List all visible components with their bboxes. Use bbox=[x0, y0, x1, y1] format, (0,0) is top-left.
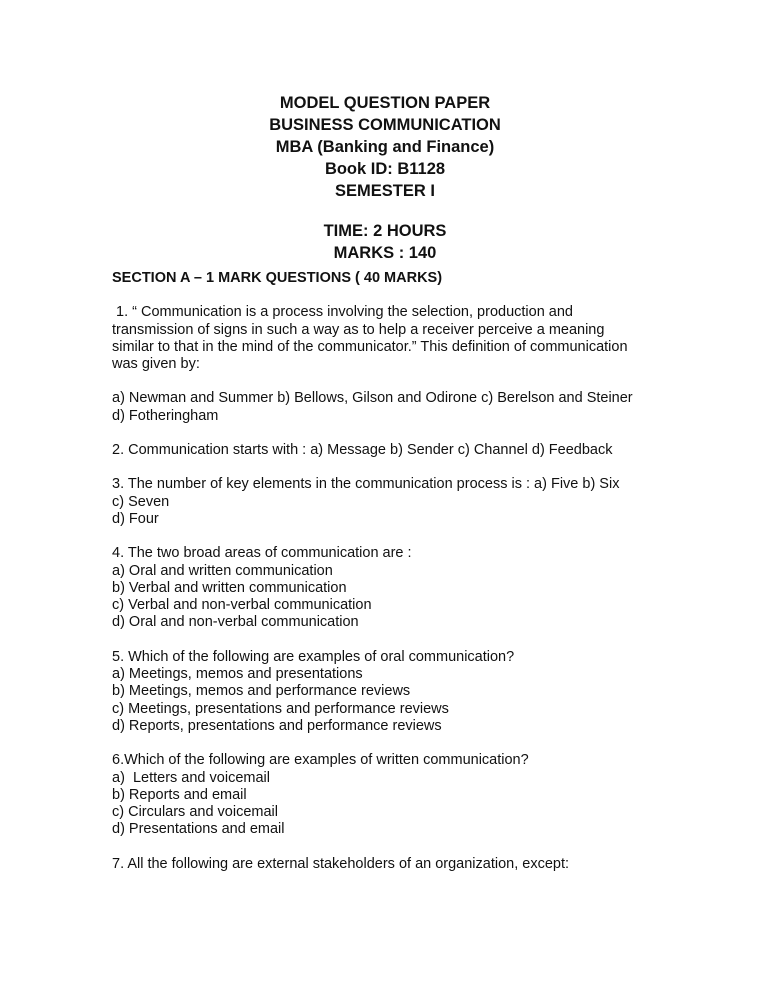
question-line: 4. The two broad areas of communication are : bbox=[112, 545, 412, 562]
question-line: similar to that in the mind of the communicator.” This definition of communication bbox=[112, 338, 628, 355]
option-line: a) Newman and Summer b) Bellows, Gilson and Odirone c) Berelson and Steiner bbox=[112, 390, 633, 407]
question-line: 6.Which of the following are examples of written communication? bbox=[112, 752, 529, 769]
header-marks: MARKS : 140 bbox=[333, 244, 437, 262]
option-line: a) Oral and written communication bbox=[112, 562, 333, 579]
question-4 bbox=[112, 545, 712, 631]
header-program: MBA (Banking and Finance) bbox=[275, 138, 495, 156]
question-5 bbox=[112, 649, 712, 735]
question-line: 1. “ Communication is a process involving the selection, production and bbox=[116, 304, 573, 321]
section-a-title: SECTION A – 1 MARK QUESTIONS ( 40 MARKS) bbox=[112, 270, 443, 286]
option-line: d) Four bbox=[112, 510, 159, 527]
question-line: 2. Communication starts with : a) Message b) Sender c) Channel d) Feedback bbox=[112, 442, 613, 459]
header-time: TIME: 2 HOURS bbox=[323, 222, 447, 240]
option-line: b) Reports and email bbox=[112, 786, 247, 803]
option-line: b) Verbal and written communication bbox=[112, 579, 347, 596]
header-spacer bbox=[200, 202, 570, 220]
option-line: a) Letters and voicemail bbox=[112, 769, 270, 786]
question-7 bbox=[112, 856, 712, 873]
option-line: c) Circulars and voicemail bbox=[112, 804, 278, 821]
option-line: d) Presentations and email bbox=[112, 821, 285, 838]
option-line: d) Oral and non-verbal communication bbox=[112, 614, 359, 631]
option-line: d) Fotheringham bbox=[112, 407, 219, 424]
paper-header bbox=[200, 92, 570, 264]
option-line: d) Reports, presentations and performance reviews bbox=[112, 717, 442, 734]
question-1 bbox=[112, 304, 712, 373]
question-body bbox=[112, 270, 712, 890]
header-book-id: Book ID: B1128 bbox=[324, 160, 446, 178]
question-line: 3. The number of key elements in the communication process is : a) Five b) Six bbox=[112, 476, 620, 493]
question-line: 7. All the following are external stakeholders of an organization, except: bbox=[112, 855, 570, 872]
header-semester: SEMESTER I bbox=[335, 182, 435, 200]
header-subject: BUSINESS COMMUNICATION bbox=[269, 116, 501, 134]
question-2 bbox=[112, 442, 712, 459]
option-line: b) Meetings, memos and performance reviews bbox=[112, 683, 411, 700]
question-line: transmission of signs in such a way as to help a receiver perceive a meaning bbox=[112, 321, 605, 338]
option-line: c) Verbal and non-verbal communication bbox=[112, 597, 372, 614]
question-6 bbox=[112, 752, 712, 838]
question-line: was given by: bbox=[112, 356, 200, 373]
question-1-options bbox=[112, 390, 712, 425]
question-3 bbox=[112, 476, 712, 528]
question-line: 5. Which of the following are examples of oral communication? bbox=[112, 648, 515, 665]
header-title: MODEL QUESTION PAPER bbox=[279, 94, 491, 112]
option-line: c) Meetings, presentations and performance reviews bbox=[112, 700, 449, 717]
option-line: c) Seven bbox=[112, 493, 170, 510]
option-line: a) Meetings, memos and presentations bbox=[112, 666, 363, 683]
